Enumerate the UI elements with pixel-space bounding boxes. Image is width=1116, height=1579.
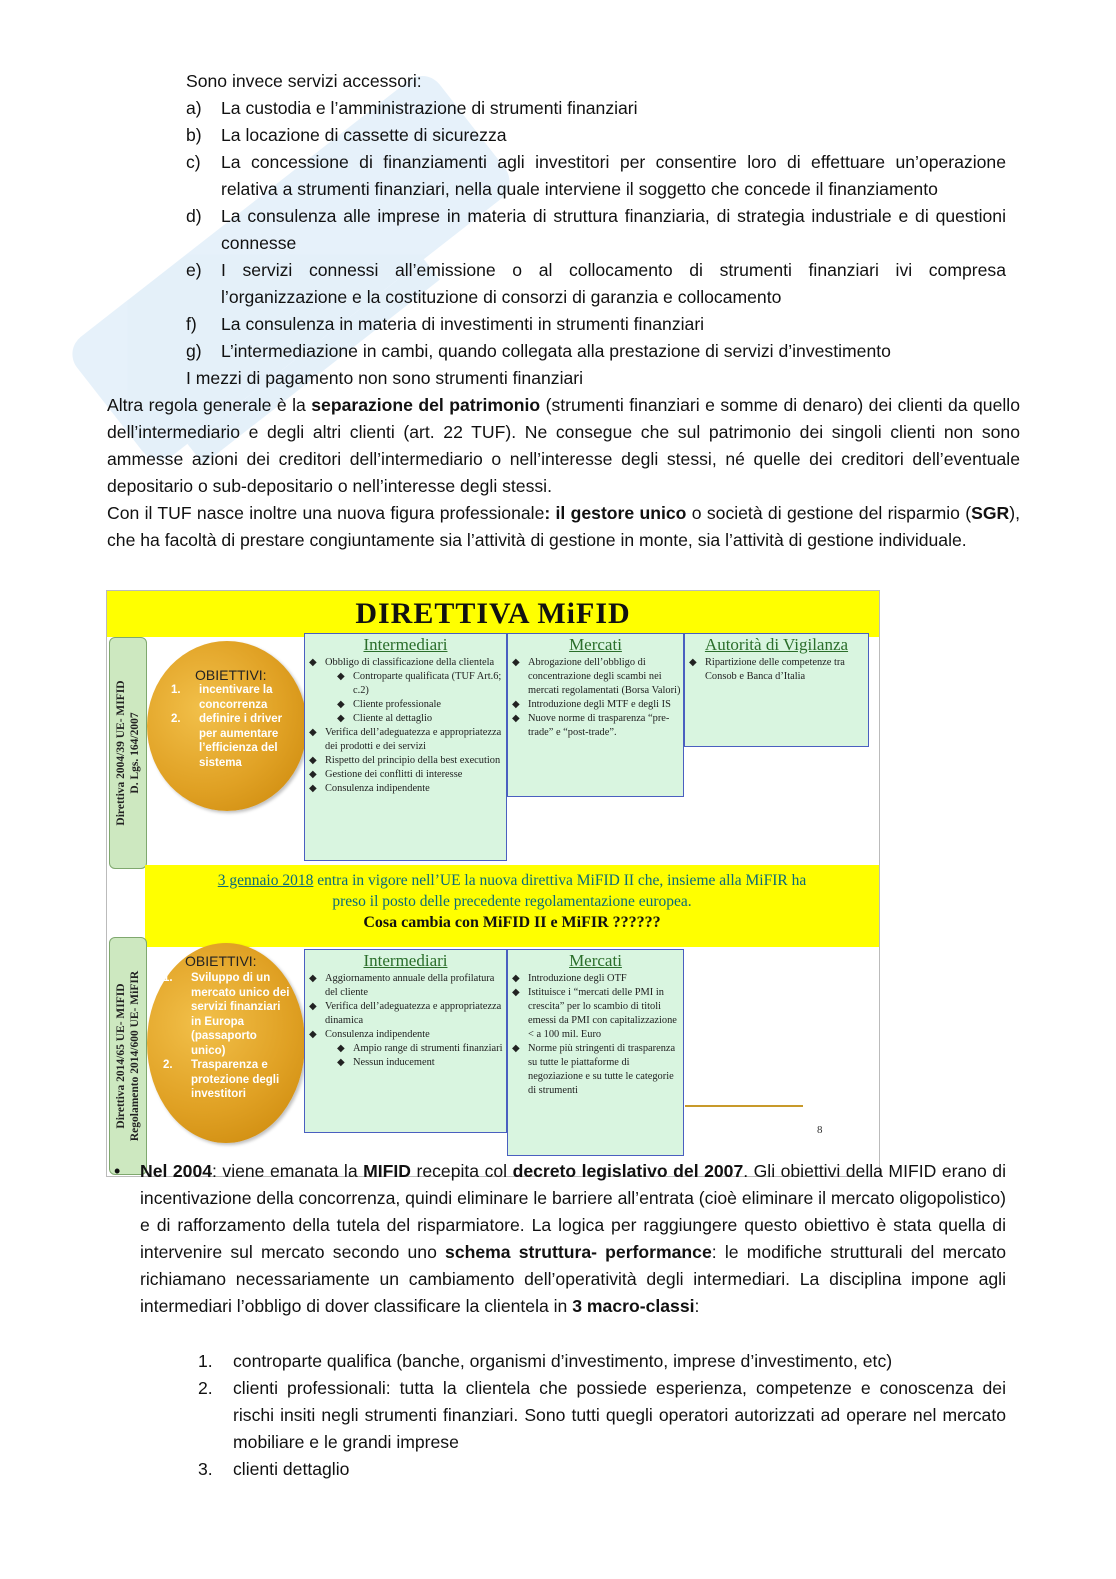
diagram-title: DIRETTIVA MiFID	[107, 591, 879, 637]
top-objectives-circle	[147, 641, 307, 811]
payment-means-note: I mezzi di pagamento non sono strumenti finanziari	[186, 368, 584, 388]
box-list: ◆ Introduzione degli OTF ◆ Istituisce i “mercati delle PMI in crescita” per lo scambio di titoli emessi da PMI con capitalizzazione < a 100 mil. Euro ◆ Norme più stringenti di trasparenza su tutte le piattaforme di negoziazione e su tutte le categorie di strumenti	[512, 973, 677, 1096]
box-mercati-2004	[507, 633, 684, 797]
paragraph-single-manager: Con il TUF nasce inoltre una nuova figura professionale: il gestore unico o società di gestione del risparmio (SGR), che ha facoltà di prestare congiuntamente sia l’attività di gestione in monte, sia l’attività di gestione individuale.	[107, 503, 1020, 550]
box-mercati-2014	[507, 949, 684, 1156]
box-list: ◆ Abrogazione dell’obbligo di concentrazione degli scambi nei mercati regolamentati (Borsa Valori) ◆ Introduzione degli MTF e degli IS ◆ Nuove norme di trasparenza “pre-trade” e “post-trade”.	[512, 657, 681, 738]
diamond-bullet-icon: ◆	[512, 973, 520, 984]
mifid2-announcement-band: 3 gennaio 2018 entra in vigore nell’UE la nuova direttiva MiFID II che, insieme alla MiFIR ha preso il posto delle precedente regolamentazione europea. Cosa cambia con MiFID II e MiFIR ??????	[145, 865, 879, 947]
paragraph-mifid-2004: Nel 2004: viene emanata la MIFID recepita col decreto legislativo del 2007. Gli obiettivi della MIFID erano di incentivazione della concorrenza, quindi eliminare le barriere all’entrata (cioè eliminare il mercato oligopolistico) e di rafforzamento della tutela del risparmiatore. La logica per raggiungere questo obiettivo è stata quella di intervenire sul mercato secondo uno schema struttura- performance: le modifiche strutturali del mercato richiamano necessariamente un cambiamento dell’operatività degli intermediari. La disciplina impone agli intermediari l’obbligo di dover classificare la clientela in 3 macro-classi:	[140, 1161, 1007, 1316]
diamond-bullet-icon: ◆	[512, 987, 520, 998]
divider-line	[685, 1105, 803, 1107]
box-title: Mercati	[569, 635, 622, 654]
box-list: ◆ Ripartizione delle competenze tra Consob e Banca d’Italia	[689, 657, 845, 682]
diamond-bullet-icon: ◆	[337, 671, 345, 682]
diamond-bullet-icon: ◆	[309, 657, 317, 668]
diamond-bullet-icon: ◆	[309, 1001, 317, 1012]
box-list: ◆ Aggiornamento annuale della profilatura del cliente ◆ Verifica dell’adeguatezza e appropriatezza dinamica ◆ Consulenza indipendente ◆ Ampio range di strumenti finanziari ◆ Nessun inducement	[309, 973, 503, 1068]
paragraph-asset-separation: Altra regola generale è la separazione del patrimonio (strumenti finanziari e somme di denaro) dei clienti da quello dell’intermediario e degli altri clienti (art. 22 TUF). Ne consegue che sul patrimonio dei singoli clienti non sono ammesse azioni dei creditori dell’intermediario o nell’interesse degli stessi, né quelle dei creditori dell’eventuale depositario o sub-depositario o nell’interesse degli stessi.	[107, 395, 1020, 496]
diamond-bullet-icon: ◆	[689, 657, 697, 668]
objectives-list: 1. Sviluppo di un mercato unico dei servizi finanziari in Europa (passaporto unico) 2. Trasparenza e protezione degli investitori	[163, 972, 290, 1100]
diamond-bullet-icon: ◆	[309, 727, 317, 738]
box-intermediari-2004	[304, 633, 507, 861]
diamond-bullet-icon: ◆	[337, 713, 345, 724]
diamond-bullet-icon: ◆	[309, 973, 317, 984]
document-page: Sono invece servizi accessori: a) La custodia e l’amministrazione di strumenti finanziari b) La locazione di cassette di sicurezza c) La concessione di finanziamenti agli investitori per consentire loro di effettuare un’operazione relativa a strumenti finanziari, nella quale interviene il soggetto che concede il finanziamento d) La consulenza alle imprese in materia di struttura finanziaria, di strategia industriale e di questioni connesse e) I servizi connessi all’emissione o al collocamento di strumenti finanziari ivi compresa l’organizzazione e la costituzione di consorzi di garanzia e collocamento f) La consulenza in materia di investimenti in strumenti finanziari g) L’intermediazione in cambi, quando collegata alla prestazione di servizi d’investimento I mezzi di pagamento non sono strumenti finanziari Altra regola generale è la separazione del patrimonio (strumenti finanziari e somme di denaro) dei clienti da quello dell’intermediario e degli altri clienti (art. 22 TUF). Ne consegue che sul patrimonio dei singoli clienti non sono ammesse azioni dei creditori dell’intermediario o nell’interesse degli stessi, né quelle dei creditori dell’eventuale depositario o sub-depositario o nell’interesse degli stessi. Con il TUF nasce inoltre una nuova figura professionale: il gestore unico o società di gestione del risparmio (SGR), che ha facoltà di prestare congiuntamente sia l’attività di gestione in monte, sia l’attività di gestione individuale. DIRETTIVA MiFID Direttiva 2004/39 UE- MIFID D. Lgs. 164/2007 OBIETTIVI: 1. incentivare la concorrenza 2. definire i driver per aumentare l’efficienza del sistema Intermediari ◆ Obbligo di classificazione della clientela ◆ Controparte qualificata (TUF Art.6; c.2) ◆ Cliente professionale ◆ Cliente al dettaglio ◆ Verifica dell’adeguatezza e appropriatezza dei prodotti e dei servizi ◆ Rispetto del principio della best execution ◆ Gestione dei conflitti di interesse ◆ Consulenza indipendente Mercati ◆ Abrogazione dell’obbligo di concentrazione degli scambi nei mercati regolamentati (Borsa Valori) ◆ Introduzione degli MTF e degli IS ◆ Nuove norme di trasparenza “pre-trade” e “post-trade”. Autorità di Vigilanza ◆ Ripartizione delle competenze tra Consob e Banca d’Italia 3 gennaio 2018 entra in vigore nell’UE la nuova direttiva MiFID II che, insieme alla MiFIR ha preso il posto delle precedente regolamentazione europea. Cosa cambia con MiFID II e MiFIR ?????? Direttiva 2014/65 UE- MIFID Regolamento 2014/600 UE- MiFIR OBIETTIVI: 1. Sviluppo di un mercato unico dei servizi finanziari in Europa (passaporto unico) 2. Trasparenza e protezione degli investitori Intermediari ◆ Aggiornamento annuale della profilatura del cliente ◆ Verifica dell’adeguatezza e appropriatezza dinamica ◆ Consulenza indipendente ◆ Ampio range di strumenti finanziari ◆ Nessun inducement Mercati ◆ Introduzione degli OTF ◆ Istituisce i “mercati delle PMI in crescita” per lo scambio di titoli emessi da PMI con capitalizzazione < a 100 mil. Euro ◆ Norme più stringenti di trasparenza su tutte le piattaforme di negoziazione e su tutte le categorie di strumenti 8 • Nel 2004: viene emanata la MIFID recepita col decreto legislativo del 2007. Gli obiettivi della MIFID erano di incentivazione della concorrenza, quindi eliminare le barriere all’entrata (cioè eliminare il mercato oligopolistico) e di rafforzamento della tutela del risparmiatore. La logica per raggiungere questo obiettivo è stata quella di intervenire sul mercato secondo uno schema struttura- performance: le modifiche strutturali del mercato richiamano necessariamente un cambiamento dell’operatività degli intermediari. La disciplina impone agli intermediari l’obbligo di dover classificare la clientela in 3 macro-classi: 1. controparte qualifica (banche, organismi d’investimento, imprese d’investimento, etc) 2. clienti professionali: tutta la clientela che possiede esperienza, competenze e conoscenza dei rischi insiti negli strumenti finanziari. Sono tutti quegli operatori autorizzati ad operare nel mercato mobiliare e le grandi imprese 3. clienti dettaglio	[0, 0, 1116, 1579]
objectives-title: OBIETTIVI:	[195, 667, 267, 683]
box-autorita-vigilanza	[684, 633, 869, 747]
diamond-bullet-icon: ◆	[309, 769, 317, 780]
diamond-bullet-icon: ◆	[512, 657, 520, 668]
diamond-bullet-icon: ◆	[309, 783, 317, 794]
diamond-bullet-icon: ◆	[337, 1057, 345, 1068]
diamond-bullet-icon: ◆	[512, 699, 520, 710]
box-title: Intermediari	[363, 951, 448, 970]
diamond-bullet-icon: ◆	[512, 1043, 520, 1054]
diamond-bullet-icon: ◆	[337, 1043, 345, 1054]
diamond-bullet-icon: ◆	[309, 755, 317, 766]
objectives-title: OBIETTIVI:	[185, 953, 257, 969]
diamond-bullet-icon: ◆	[337, 699, 345, 710]
bottom-directive-label: Direttiva 2014/65 UE- MIFID Regolamento 2014/600 UE- MiFIR	[109, 937, 147, 1175]
diamond-bullet-icon: ◆	[512, 713, 520, 724]
objectives-list: 1. incentivare la concorrenza 2. definire i driver per aumentare l’efficienza del sistema	[171, 684, 283, 769]
accessory-services-heading: Sono invece servizi accessori:	[186, 71, 422, 91]
slide-page-number: 8	[817, 1124, 823, 1136]
diamond-bullet-icon: ◆	[309, 1029, 317, 1040]
mifid-diagram	[106, 590, 880, 1177]
box-intermediari-2014	[304, 949, 507, 1133]
box-title: Intermediari	[363, 635, 448, 654]
bullet-icon: •	[114, 1161, 121, 1181]
box-list: ◆ Obbligo di classificazione della clientela ◆ Controparte qualificata (TUF Art.6; c.2) ◆ Cliente professionale ◆ Cliente al dettaglio ◆ Verifica dell’adeguatezza e appropriatezza dei prodotti e dei servizi ◆ Rispetto del principio della best execution ◆ Gestione dei conflitti di interesse ◆ Consulenza indipendente	[309, 657, 502, 794]
top-directive-label: Direttiva 2004/39 UE- MIFID D. Lgs. 164/2007	[109, 637, 147, 869]
box-title: Mercati	[569, 951, 622, 970]
bottom-objectives-circle	[147, 943, 305, 1143]
box-title: Autorità di Vigilanza	[704, 635, 849, 654]
